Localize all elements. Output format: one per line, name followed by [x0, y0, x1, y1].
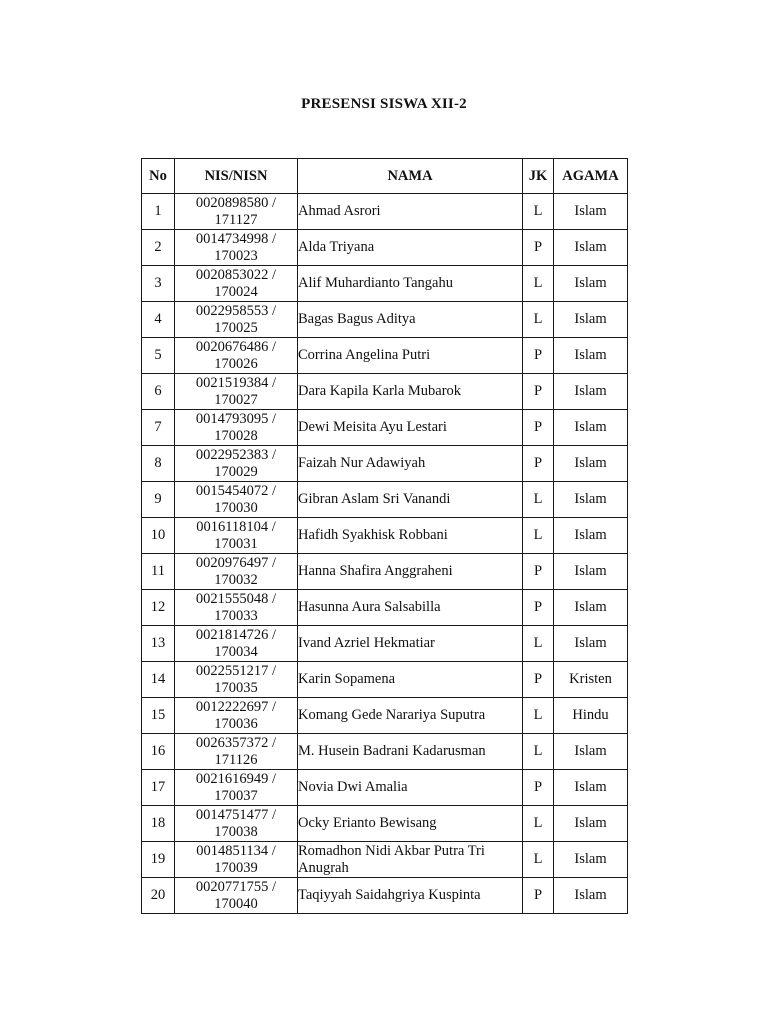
- cell-agama: Islam: [554, 266, 628, 302]
- cell-nisn: 170038: [214, 823, 258, 840]
- cell-jk: L: [523, 482, 554, 518]
- cell-nis: 0020976497 /: [195, 554, 277, 571]
- cell-agama: Islam: [554, 518, 628, 554]
- cell-nama: Hasunna Aura Salsabilla: [298, 590, 523, 626]
- cell-nama: Komang Gede Narariya Suputra: [298, 698, 523, 734]
- cell-jk: L: [523, 698, 554, 734]
- cell-agama: Islam: [554, 374, 628, 410]
- cell-jk: P: [523, 878, 554, 914]
- cell-nis: 0014751477 /: [195, 806, 277, 823]
- cell-nis-nisn: [175, 662, 298, 698]
- table-row: [142, 374, 628, 410]
- cell-nama: Karin Sopamena: [298, 662, 523, 698]
- cell-nis: 0020853022 /: [195, 266, 277, 283]
- table-row: [142, 302, 628, 338]
- cell-agama: Islam: [554, 590, 628, 626]
- table-row: [142, 338, 628, 374]
- cell-nis: 0014793095 /: [195, 410, 277, 427]
- cell-agama: Islam: [554, 806, 628, 842]
- cell-agama: Islam: [554, 302, 628, 338]
- cell-nisn: 170036: [214, 715, 258, 732]
- cell-nama: Ivand Azriel Hekmatiar: [298, 626, 523, 662]
- cell-nis: 0015454072 /: [195, 482, 277, 499]
- cell-jk: P: [523, 554, 554, 590]
- cell-nis-nisn: [175, 302, 298, 338]
- cell-nis: 0016118104 /: [196, 518, 276, 535]
- table-body: [142, 194, 628, 914]
- cell-no: 8: [142, 446, 175, 482]
- table-row: [142, 230, 628, 266]
- cell-nisn: 170032: [214, 571, 258, 588]
- cell-jk: P: [523, 230, 554, 266]
- cell-jk: L: [523, 518, 554, 554]
- page-title: PRESENSI SISWA XII-2: [301, 96, 467, 112]
- cell-nisn: 170028: [214, 427, 258, 444]
- cell-nisn: 171126: [214, 751, 258, 768]
- cell-nis-nisn: [175, 230, 298, 266]
- cell-jk: L: [523, 266, 554, 302]
- cell-nama: Romadhon Nidi Akbar Putra Tri Anugrah: [298, 842, 523, 878]
- cell-nisn: 170039: [214, 859, 258, 876]
- cell-nis-nisn: [175, 410, 298, 446]
- cell-nis-nisn: [175, 626, 298, 662]
- cell-nisn: 170033: [214, 607, 258, 624]
- attendance-table: [141, 158, 628, 914]
- cell-jk: L: [523, 806, 554, 842]
- cell-nis-nisn: [175, 698, 298, 734]
- cell-nisn: 170034: [214, 643, 258, 660]
- table-row: [142, 554, 628, 590]
- cell-nis-nisn: [175, 554, 298, 590]
- table-row: [142, 770, 628, 806]
- cell-nis: 0020676486 /: [195, 338, 277, 355]
- table-row: [142, 698, 628, 734]
- cell-nis-nisn: [175, 518, 298, 554]
- cell-agama: Islam: [554, 626, 628, 662]
- cell-jk: P: [523, 338, 554, 374]
- cell-nama: Gibran Aslam Sri Vanandi: [298, 482, 523, 518]
- cell-jk: L: [523, 842, 554, 878]
- cell-nisn: 170029: [214, 463, 258, 480]
- cell-nis: 0022551217 /: [195, 662, 277, 679]
- cell-no: 13: [142, 626, 175, 662]
- cell-no: 16: [142, 734, 175, 770]
- cell-nis: 0026357372 /: [195, 734, 277, 751]
- cell-nis: 0022958553 /: [195, 302, 277, 319]
- cell-nis-nisn: [175, 374, 298, 410]
- cell-nis: 0020898580 /: [195, 194, 277, 211]
- table-row: [142, 734, 628, 770]
- cell-agama: Hindu: [554, 698, 628, 734]
- cell-nisn: 170025: [214, 319, 258, 336]
- cell-agama: Islam: [554, 446, 628, 482]
- cell-nisn: 170031: [214, 535, 258, 552]
- cell-nama: Faizah Nur Adawiyah: [298, 446, 523, 482]
- table-row: [142, 266, 628, 302]
- header-nis-nisn: NIS/NISN: [175, 159, 298, 194]
- cell-no: 3: [142, 266, 175, 302]
- cell-nama: Ahmad Asrori: [298, 194, 523, 230]
- cell-nis: 0022952383 /: [195, 446, 277, 463]
- table-row: [142, 446, 628, 482]
- cell-jk: P: [523, 410, 554, 446]
- cell-nisn: 170023: [214, 247, 258, 264]
- table-row: [142, 410, 628, 446]
- table-row: [142, 662, 628, 698]
- cell-nis-nisn: [175, 842, 298, 878]
- cell-no: 4: [142, 302, 175, 338]
- header-nama: NAMA: [298, 159, 523, 194]
- cell-jk: P: [523, 662, 554, 698]
- cell-jk: P: [523, 590, 554, 626]
- table-header-row: [142, 159, 628, 194]
- cell-no: 2: [142, 230, 175, 266]
- header-jk: JK: [523, 159, 554, 194]
- cell-agama: Islam: [554, 554, 628, 590]
- cell-nis-nisn: [175, 590, 298, 626]
- cell-no: 18: [142, 806, 175, 842]
- table-row: [142, 626, 628, 662]
- cell-agama: Islam: [554, 878, 628, 914]
- cell-no: 5: [142, 338, 175, 374]
- table-row: [142, 518, 628, 554]
- cell-jk: P: [523, 446, 554, 482]
- cell-no: 11: [142, 554, 175, 590]
- cell-nis-nisn: [175, 446, 298, 482]
- cell-nama: Bagas Bagus Aditya: [298, 302, 523, 338]
- cell-nis-nisn: [175, 734, 298, 770]
- cell-no: 10: [142, 518, 175, 554]
- cell-nama: Dara Kapila Karla Mubarok: [298, 374, 523, 410]
- cell-agama: Kristen: [554, 662, 628, 698]
- cell-nis-nisn: [175, 806, 298, 842]
- cell-agama: Islam: [554, 770, 628, 806]
- cell-jk: L: [523, 626, 554, 662]
- cell-nis: 0021616949 /: [195, 770, 277, 787]
- cell-jk: P: [523, 770, 554, 806]
- cell-no: 7: [142, 410, 175, 446]
- cell-no: 14: [142, 662, 175, 698]
- header-no: No: [142, 159, 175, 194]
- cell-nis: 0021519384 /: [195, 374, 277, 391]
- cell-nama: Dewi Meisita Ayu Lestari: [298, 410, 523, 446]
- cell-nama: Corrina Angelina Putri: [298, 338, 523, 374]
- cell-agama: Islam: [554, 410, 628, 446]
- cell-agama: Islam: [554, 734, 628, 770]
- cell-no: 15: [142, 698, 175, 734]
- cell-nama: Ocky Erianto Bewisang: [298, 806, 523, 842]
- cell-nis-nisn: [175, 482, 298, 518]
- cell-no: 20: [142, 878, 175, 914]
- cell-no: 19: [142, 842, 175, 878]
- cell-nama: Novia Dwi Amalia: [298, 770, 523, 806]
- cell-nis-nisn: [175, 266, 298, 302]
- cell-nis-nisn: [175, 770, 298, 806]
- cell-nisn: 170037: [214, 787, 258, 804]
- cell-nama: Taqiyyah Saidahgriya Kuspinta: [298, 878, 523, 914]
- cell-nisn: 171127: [214, 211, 258, 228]
- cell-nisn: 170026: [214, 355, 258, 372]
- table-row: [142, 878, 628, 914]
- cell-nama: Alda Triyana: [298, 230, 523, 266]
- table-row: [142, 194, 628, 230]
- cell-agama: Islam: [554, 842, 628, 878]
- cell-jk: P: [523, 374, 554, 410]
- cell-nis-nisn: [175, 338, 298, 374]
- cell-no: 9: [142, 482, 175, 518]
- cell-no: 12: [142, 590, 175, 626]
- table-row: [142, 806, 628, 842]
- cell-agama: Islam: [554, 230, 628, 266]
- cell-nis: 0014851134 /: [196, 842, 276, 859]
- cell-nisn: 170035: [214, 679, 258, 696]
- cell-no: 6: [142, 374, 175, 410]
- cell-agama: Islam: [554, 338, 628, 374]
- cell-nis-nisn: [175, 194, 298, 230]
- cell-agama: Islam: [554, 482, 628, 518]
- cell-nama: Hanna Shafira Anggraheni: [298, 554, 523, 590]
- cell-nis: 0021814726 /: [195, 626, 277, 643]
- cell-jk: L: [523, 194, 554, 230]
- cell-nis-nisn: [175, 878, 298, 914]
- cell-nis: 0020771755 /: [195, 878, 277, 895]
- cell-jk: L: [523, 734, 554, 770]
- cell-nama: Hafidh Syakhisk Robbani: [298, 518, 523, 554]
- table-row: [142, 842, 628, 878]
- table-row: [142, 482, 628, 518]
- cell-nisn: 170030: [214, 499, 258, 516]
- cell-nis: 0012222697 /: [195, 698, 277, 715]
- table-row: [142, 590, 628, 626]
- cell-nisn: 170024: [214, 283, 258, 300]
- cell-jk: L: [523, 302, 554, 338]
- cell-nisn: 170040: [214, 895, 258, 912]
- cell-nis: 0021555048 /: [195, 590, 277, 607]
- cell-nis: 0014734998 /: [195, 230, 277, 247]
- cell-nisn: 170027: [214, 391, 258, 408]
- cell-no: 17: [142, 770, 175, 806]
- cell-nama: M. Husein Badrani Kadarusman: [298, 734, 523, 770]
- cell-no: 1: [142, 194, 175, 230]
- cell-agama: Islam: [554, 194, 628, 230]
- header-agama: AGAMA: [554, 159, 628, 194]
- cell-nama: Alif Muhardianto Tangahu: [298, 266, 523, 302]
